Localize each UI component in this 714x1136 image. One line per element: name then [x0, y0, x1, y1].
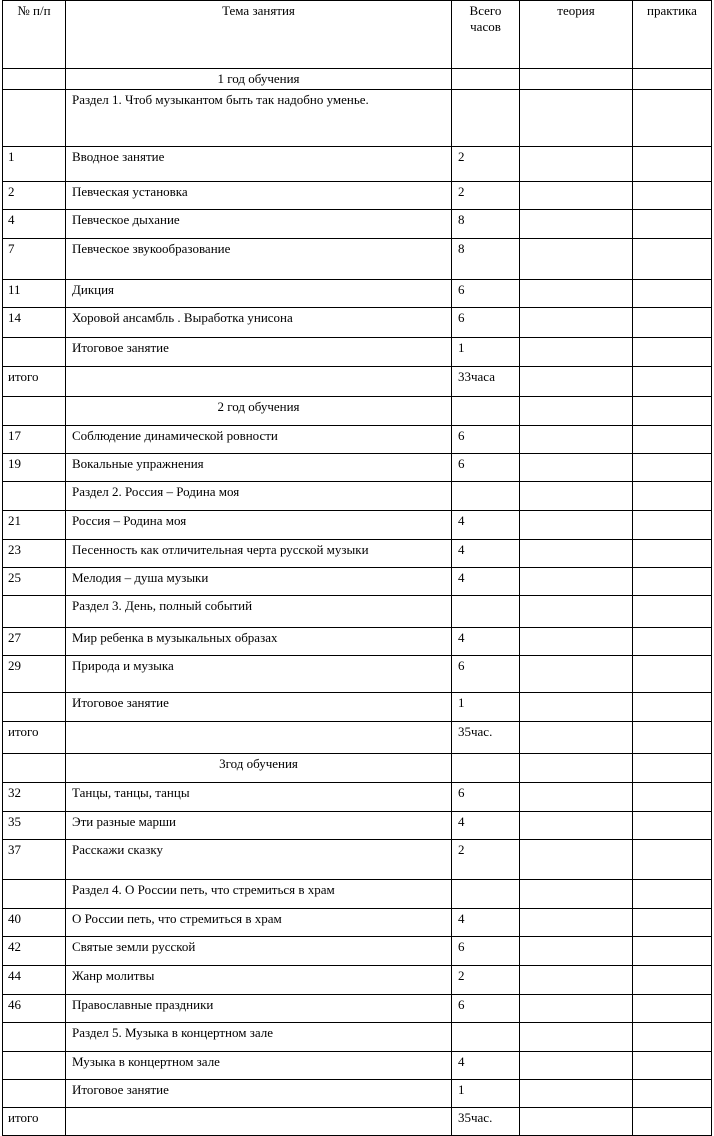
topic-cell: [66, 367, 452, 397]
number-cell: 17: [3, 426, 66, 454]
topic-cell: [66, 722, 452, 754]
year-label: 2 год обучения: [66, 397, 452, 426]
table-row: [3, 90, 712, 147]
total-hours-cell: 4: [452, 812, 520, 840]
topic-cell: Раздел 2. Россия – Родина моя: [66, 482, 452, 511]
table-row: [3, 454, 712, 482]
total-hours-cell: 1: [452, 693, 520, 722]
practice-cell: [633, 540, 712, 568]
number-cell: [3, 338, 66, 367]
number-cell: 25: [3, 568, 66, 596]
topic-cell: Святые земли русской: [66, 937, 452, 966]
total-hours-cell: 2: [452, 840, 520, 880]
total-hours-cell: [452, 1023, 520, 1052]
theory-cell: [520, 147, 633, 182]
header-number: № п/п: [3, 1, 66, 69]
table-row: [3, 628, 712, 656]
theory-cell: [520, 397, 633, 426]
theory-cell: [520, 182, 633, 210]
number-cell: 27: [3, 628, 66, 656]
topic-cell: Эти разные марши: [66, 812, 452, 840]
number-cell: 35: [3, 812, 66, 840]
practice-cell: [633, 239, 712, 280]
table-row: [3, 909, 712, 937]
topic-cell: Песенность как отличительная черта русской музыки: [66, 540, 452, 568]
theory-cell: [520, 568, 633, 596]
table-row: [3, 367, 712, 397]
number-cell: [3, 1080, 66, 1108]
theory-cell: [520, 69, 633, 90]
theory-cell: [520, 812, 633, 840]
practice-cell: [633, 147, 712, 182]
total-hours-cell: 6: [452, 280, 520, 308]
number-cell: 14: [3, 308, 66, 338]
year-label: 1 год обучения: [66, 69, 452, 90]
theory-cell: [520, 656, 633, 693]
number-cell: [3, 69, 66, 90]
topic-cell: Соблюдение динамической ровности: [66, 426, 452, 454]
practice-cell: [633, 656, 712, 693]
total-hours-cell: 6: [452, 454, 520, 482]
theory-cell: [520, 783, 633, 812]
table-row: [3, 1080, 712, 1108]
practice-cell: [633, 1023, 712, 1052]
theory-cell: [520, 596, 633, 628]
table-row: [3, 511, 712, 540]
year-header-row: [3, 754, 712, 783]
number-cell: 21: [3, 511, 66, 540]
table-row: [3, 280, 712, 308]
table-row: [3, 482, 712, 511]
practice-cell: [633, 628, 712, 656]
practice-cell: [633, 511, 712, 540]
practice-cell: [633, 909, 712, 937]
theory-cell: [520, 628, 633, 656]
total-hours-cell: 6: [452, 656, 520, 693]
theory-cell: [520, 840, 633, 880]
table-row: [3, 1023, 712, 1052]
number-cell: 32: [3, 783, 66, 812]
theory-cell: [520, 995, 633, 1023]
total-hours-cell: 8: [452, 239, 520, 280]
table-row: [3, 1052, 712, 1080]
topic-cell: Дикция: [66, 280, 452, 308]
practice-cell: [633, 754, 712, 783]
practice-cell: [633, 937, 712, 966]
number-cell: итого: [3, 1108, 66, 1136]
number-cell: [3, 880, 66, 909]
theory-cell: [520, 754, 633, 783]
topic-cell: Певческая установка: [66, 182, 452, 210]
topic-cell: Мелодия – душа музыки: [66, 568, 452, 596]
topic-cell: О России петь, что стремиться в храм: [66, 909, 452, 937]
theory-cell: [520, 540, 633, 568]
total-hours-cell: [452, 754, 520, 783]
practice-cell: [633, 596, 712, 628]
table-row: [3, 995, 712, 1023]
theory-cell: [520, 210, 633, 239]
theory-cell: [520, 693, 633, 722]
number-cell: 40: [3, 909, 66, 937]
table-row: [3, 880, 712, 909]
total-hours-cell: 4: [452, 909, 520, 937]
practice-cell: [633, 367, 712, 397]
practice-cell: [633, 1108, 712, 1136]
table-row: [3, 722, 712, 754]
header-topic: Тема занятия: [66, 1, 452, 69]
total-hours-cell: [452, 69, 520, 90]
practice-cell: [633, 1052, 712, 1080]
header-total-hours: Всего часов: [452, 1, 520, 69]
total-hours-cell: 4: [452, 628, 520, 656]
table-row: [3, 568, 712, 596]
theory-cell: [520, 1080, 633, 1108]
total-hours-cell: 2: [452, 966, 520, 995]
table-body: [3, 69, 712, 1136]
theory-cell: [520, 966, 633, 995]
table-row: [3, 540, 712, 568]
topic-cell: Итоговое занятие: [66, 693, 452, 722]
topic-cell: Хоровой ансамбль . Выработка унисона: [66, 308, 452, 338]
theory-cell: [520, 454, 633, 482]
number-cell: [3, 1023, 66, 1052]
theory-cell: [520, 880, 633, 909]
number-cell: итого: [3, 367, 66, 397]
theory-cell: [520, 937, 633, 966]
number-cell: [3, 596, 66, 628]
total-hours-cell: [452, 397, 520, 426]
practice-cell: [633, 482, 712, 511]
number-cell: 44: [3, 966, 66, 995]
number-cell: [3, 90, 66, 147]
table-row: [3, 840, 712, 880]
table-row: [3, 1108, 712, 1136]
table-row: [3, 308, 712, 338]
table-row: [3, 656, 712, 693]
topic-cell: Вокальные упражнения: [66, 454, 452, 482]
practice-cell: [633, 568, 712, 596]
total-hours-cell: 6: [452, 308, 520, 338]
total-hours-cell: 1: [452, 1080, 520, 1108]
theory-cell: [520, 1052, 633, 1080]
total-hours-cell: 33часа: [452, 367, 520, 397]
number-cell: [3, 397, 66, 426]
total-hours-cell: 6: [452, 783, 520, 812]
total-hours-cell: 2: [452, 182, 520, 210]
number-cell: 29: [3, 656, 66, 693]
table-row: [3, 937, 712, 966]
practice-cell: [633, 1080, 712, 1108]
practice-cell: [633, 995, 712, 1023]
number-cell: 1: [3, 147, 66, 182]
total-hours-cell: 4: [452, 568, 520, 596]
table-row: [3, 783, 712, 812]
total-hours-cell: 4: [452, 540, 520, 568]
number-cell: 46: [3, 995, 66, 1023]
total-hours-cell: 6: [452, 995, 520, 1023]
table-row: [3, 147, 712, 182]
theory-cell: [520, 722, 633, 754]
theory-cell: [520, 909, 633, 937]
practice-cell: [633, 454, 712, 482]
number-cell: 42: [3, 937, 66, 966]
practice-cell: [633, 338, 712, 367]
theory-cell: [520, 90, 633, 147]
total-hours-cell: 2: [452, 147, 520, 182]
topic-cell: Расскажи сказку: [66, 840, 452, 880]
topic-cell: Итоговое занятие: [66, 338, 452, 367]
practice-cell: [633, 693, 712, 722]
total-hours-cell: 4: [452, 511, 520, 540]
table-row: [3, 596, 712, 628]
number-cell: 37: [3, 840, 66, 880]
table-row: [3, 426, 712, 454]
total-hours-cell: 4: [452, 1052, 520, 1080]
practice-cell: [633, 182, 712, 210]
theory-cell: [520, 1023, 633, 1052]
practice-cell: [633, 397, 712, 426]
topic-cell: Жанр молитвы: [66, 966, 452, 995]
table-row: [3, 239, 712, 280]
number-cell: итого: [3, 722, 66, 754]
topic-cell: [66, 1108, 452, 1136]
practice-cell: [633, 812, 712, 840]
theory-cell: [520, 338, 633, 367]
topic-cell: Итоговое занятие: [66, 1080, 452, 1108]
topic-cell: Природа и музыка: [66, 656, 452, 693]
practice-cell: [633, 69, 712, 90]
practice-cell: [633, 280, 712, 308]
practice-cell: [633, 722, 712, 754]
number-cell: 7: [3, 239, 66, 280]
table-row: [3, 693, 712, 722]
practice-cell: [633, 966, 712, 995]
table-row: [3, 182, 712, 210]
number-cell: 19: [3, 454, 66, 482]
practice-cell: [633, 880, 712, 909]
table-row: [3, 338, 712, 367]
number-cell: 11: [3, 280, 66, 308]
topic-cell: Раздел 1. Чтоб музыкантом быть так надобно уменье.: [66, 90, 452, 147]
practice-cell: [633, 783, 712, 812]
topic-cell: Раздел 4. О России петь, что стремиться в храм: [66, 880, 452, 909]
topic-cell: Музыка в концертном зале: [66, 1052, 452, 1080]
year-header-row: [3, 397, 712, 426]
total-hours-cell: [452, 90, 520, 147]
number-cell: [3, 693, 66, 722]
theory-cell: [520, 426, 633, 454]
total-hours-cell: [452, 596, 520, 628]
year-header-row: [3, 69, 712, 90]
number-cell: [3, 482, 66, 511]
header-row: [3, 1, 712, 69]
topic-cell: Россия – Родина моя: [66, 511, 452, 540]
total-hours-cell: 8: [452, 210, 520, 239]
total-hours-cell: [452, 482, 520, 511]
topic-cell: Раздел 3. День, полный событий: [66, 596, 452, 628]
topic-cell: Певческое звукообразование: [66, 239, 452, 280]
topic-cell: Православные праздники: [66, 995, 452, 1023]
theory-cell: [520, 511, 633, 540]
number-cell: [3, 1052, 66, 1080]
table-row: [3, 812, 712, 840]
topic-cell: Вводное занятие: [66, 147, 452, 182]
header-theory: теория: [520, 1, 633, 69]
year-label: 3год обучения: [66, 754, 452, 783]
curriculum-table: [2, 0, 712, 1136]
practice-cell: [633, 426, 712, 454]
table-row: [3, 210, 712, 239]
total-hours-cell: 35час.: [452, 722, 520, 754]
number-cell: 2: [3, 182, 66, 210]
number-cell: 4: [3, 210, 66, 239]
total-hours-cell: 1: [452, 338, 520, 367]
practice-cell: [633, 90, 712, 147]
theory-cell: [520, 239, 633, 280]
practice-cell: [633, 308, 712, 338]
theory-cell: [520, 1108, 633, 1136]
topic-cell: Танцы, танцы, танцы: [66, 783, 452, 812]
theory-cell: [520, 482, 633, 511]
header-practice: практика: [633, 1, 712, 69]
practice-cell: [633, 840, 712, 880]
total-hours-cell: [452, 880, 520, 909]
table-row: [3, 966, 712, 995]
total-hours-cell: 6: [452, 937, 520, 966]
theory-cell: [520, 308, 633, 338]
total-hours-cell: 35час.: [452, 1108, 520, 1136]
theory-cell: [520, 280, 633, 308]
practice-cell: [633, 210, 712, 239]
number-cell: 23: [3, 540, 66, 568]
topic-cell: Раздел 5. Музыка в концертном зале: [66, 1023, 452, 1052]
total-hours-cell: 6: [452, 426, 520, 454]
theory-cell: [520, 367, 633, 397]
topic-cell: Мир ребенка в музыкальных образах: [66, 628, 452, 656]
number-cell: [3, 754, 66, 783]
topic-cell: Певческое дыхание: [66, 210, 452, 239]
